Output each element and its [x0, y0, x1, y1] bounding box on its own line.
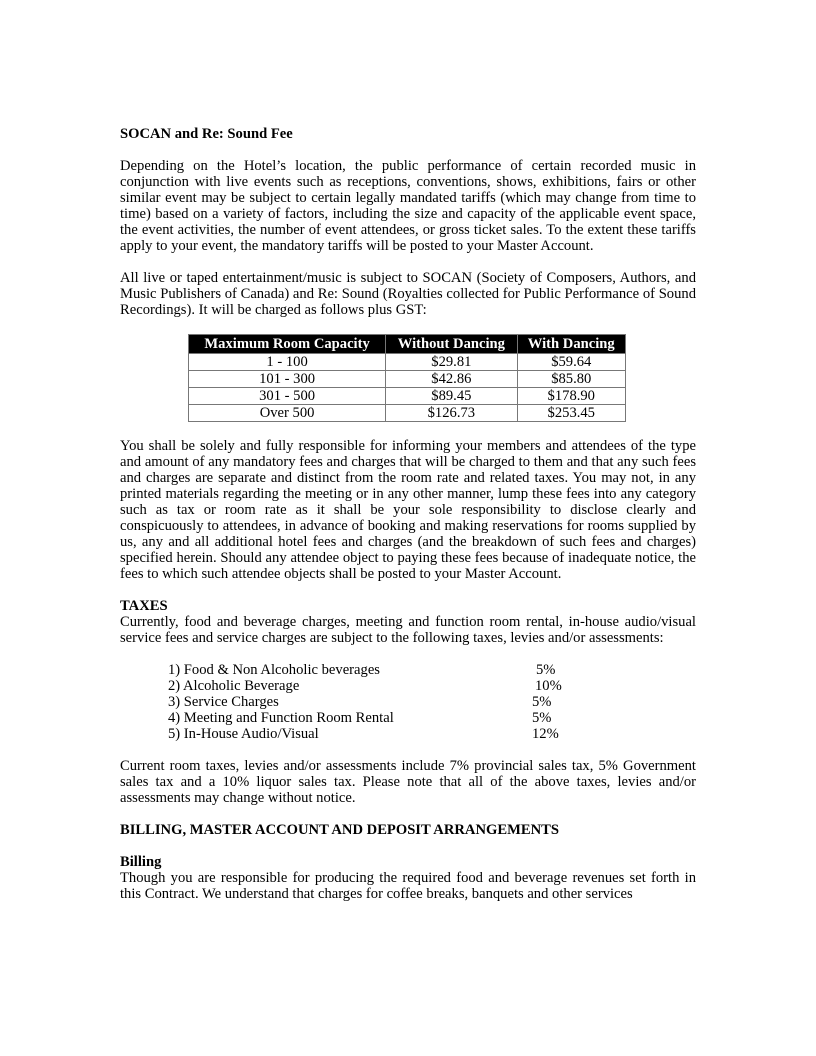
tax-list — [168, 662, 588, 742]
tax-label: 2) Alcoholic Beverage — [168, 678, 300, 694]
table-cell: $89.45 — [386, 388, 517, 405]
column-header: Without Dancing — [386, 335, 517, 354]
list-item — [168, 678, 588, 694]
table-cell: 101 - 300 — [189, 371, 386, 388]
list-item — [168, 726, 588, 742]
paragraph: Though you are responsible for producing the required food and beverage revenues set forth in this Contract. We understand that charges for coffee breaks, banquets and other services — [120, 870, 696, 902]
column-header: With Dancing — [517, 335, 625, 354]
table-row — [189, 405, 626, 422]
table-row — [189, 354, 626, 371]
paragraph: Current room taxes, levies and/or assessments include 7% provincial sales tax, 5% Government sales tax and a 10% liquor sales tax. Please note that all of the above taxes, levies and/or assessments may change without notice. — [120, 758, 696, 806]
table-cell: $126.73 — [386, 405, 517, 422]
tax-label: 4) Meeting and Function Room Rental — [168, 710, 394, 726]
tax-rate: 5% — [536, 662, 556, 678]
table-row — [189, 388, 626, 405]
socan-fee-table — [188, 334, 626, 422]
table-cell: $253.45 — [517, 405, 625, 422]
list-item — [168, 694, 588, 710]
section-heading-taxes: TAXES — [120, 598, 168, 614]
tax-rate: 5% — [532, 694, 552, 710]
table-cell: 301 - 500 — [189, 388, 386, 405]
tax-rate: 10% — [535, 678, 562, 694]
table-cell: $178.90 — [517, 388, 625, 405]
subheading-billing: Billing — [120, 854, 162, 870]
table-cell: $85.80 — [517, 371, 625, 388]
section-heading-socan: SOCAN and Re: Sound Fee — [120, 126, 293, 142]
table-cell: $59.64 — [517, 354, 625, 371]
table-cell: $42.86 — [386, 371, 517, 388]
tax-rate: 5% — [532, 710, 552, 726]
section-heading-billing: BILLING, MASTER ACCOUNT AND DEPOSIT ARRANGEMENTS — [120, 822, 559, 838]
column-header: Maximum Room Capacity — [189, 335, 386, 354]
paragraph: You shall be solely and fully responsible for informing your members and attendees of the type and amount of any mandatory fees and charges that will be charged to them and that any such fees and charges are separate and distinct from the room rate and related taxes. You may not, in any printed materials regarding the meeting or in any other manner, lump these fees into any category such as tax or room rate as it shall be your sole responsibility to disclose clearly and conspicuously to attendees, in advance of booking and making reservations for rooms supplied by us, any and all additional hotel fees and charges (and the breakdown of such fees and charges) specified herein. Should any attendee object to paying these fees because of inadequate notice, the fees to which such attendee objects shall be posted to your Master Account. — [120, 438, 696, 582]
tax-label: 1) Food & Non Alcoholic beverages — [168, 662, 380, 678]
tax-label: 5) In-House Audio/Visual — [168, 726, 319, 742]
paragraph: Currently, food and beverage charges, meeting and function room rental, in-house audio/visual service fees and service charges are subject to the following taxes, levies and/or assessments: — [120, 614, 696, 646]
list-item — [168, 710, 588, 726]
table-cell: 1 - 100 — [189, 354, 386, 371]
paragraph: All live or taped entertainment/music is subject to SOCAN (Society of Composers, Authors, and Music Publishers of Canada) and Re: Sound (Royalties collected for Public Performance of Sound Recordings). It will be charged as follows plus GST: — [120, 270, 696, 318]
table-row — [189, 371, 626, 388]
table-header-row — [189, 335, 626, 354]
tax-label: 3) Service Charges — [168, 694, 279, 710]
list-item — [168, 662, 588, 678]
tax-rate: 12% — [532, 726, 559, 742]
table-cell: Over 500 — [189, 405, 386, 422]
table-cell: $29.81 — [386, 354, 517, 371]
paragraph: Depending on the Hotel’s location, the public performance of certain recorded music in conjunction with live events such as receptions, conventions, shows, exhibitions, fairs or other similar event may be subject to certain legally mandated tariffs (which may change from time to time) based on a variety of factors, including the size and capacity of the applicable event space, the event activities, the number of event attendees, or gross ticket sales. To the extent these tariffs apply to your event, the mandatory tariffs will be posted to your Master Account. — [120, 158, 696, 254]
